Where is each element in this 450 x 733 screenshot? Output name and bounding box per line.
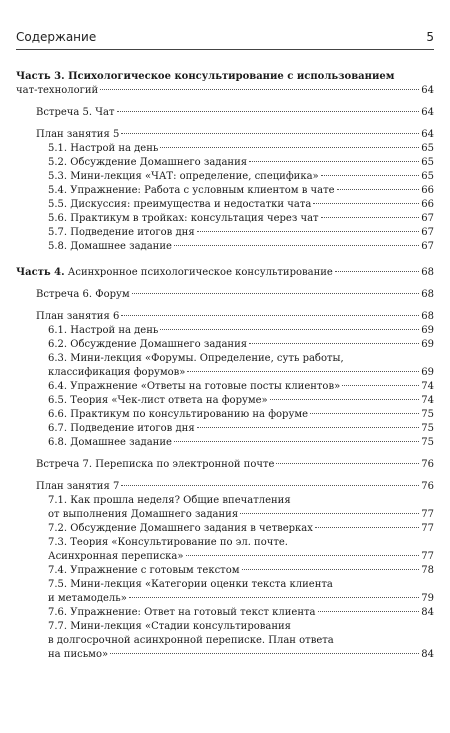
toc-plan-7[interactable] [16,480,434,494]
item-label-line2: классификация форумов» [48,367,186,378]
item-page: 74 [421,381,434,392]
header-rule [16,49,434,50]
toc-item-6-7[interactable] [16,422,434,436]
page-number: 5 [426,30,434,44]
item-page: 66 [421,185,434,196]
leader-dots [129,597,419,598]
item-label: 6.8. Домашнее задание [48,437,172,448]
item-label-line1: 7.5. Мини-лекция «Категории оценки текста клиента [48,579,333,590]
leader-dots [174,245,419,246]
leader-dots [110,653,419,654]
item-label: 5.2. Обсуждение Домашнего задания [48,157,248,168]
part-3-prefix: Часть 3. [16,71,65,82]
item-label: 6.4. Упражнение «Ответы на готовые посты клиентов» [48,381,341,392]
leader-dots [160,329,419,330]
leader-dots [276,463,419,464]
part-4-title: Асинхронное психологическое консультирование [64,267,333,278]
leader-dots [249,343,419,344]
meeting-7-label: Встреча 7. Переписка по электронной почте [36,459,275,470]
leader-dots [197,231,420,232]
item-label: 6.1. Настрой на день [48,325,159,336]
item-page: 67 [421,213,434,224]
toc-item-5-1[interactable] [16,142,434,156]
item-label-line2: в долгосрочной асинхронной переписке. План ответа [48,635,334,646]
toc-item-5-4[interactable] [16,184,434,198]
toc-item-7-1[interactable] [16,494,434,522]
table-of-contents [16,70,434,662]
toc-item-5-2[interactable] [16,156,434,170]
leader-dots [117,111,420,112]
item-label: 5.4. Упражнение: Работа с условным клиентом в чате [48,185,335,196]
item-page: 69 [421,367,434,378]
item-page: 75 [421,437,434,448]
leader-dots [121,315,419,316]
leader-dots [270,399,420,400]
item-label-line1: 6.3. Мини-лекция «Форумы. Определение, суть работы, [48,353,344,364]
toc-item-5-5[interactable] [16,198,434,212]
plan-5-page: 64 [421,129,434,140]
meeting-5-page: 64 [421,107,434,118]
leader-dots [321,217,420,218]
item-label: 5.7. Подведение итогов дня [48,227,195,238]
item-page: 69 [421,325,434,336]
leader-dots [160,147,419,148]
part-3-title-line1: Психологическое консультирование с использованием [64,71,395,82]
item-page: 67 [421,227,434,238]
part-3-title-line2: чат-технологий [16,85,99,96]
leader-dots [313,203,419,204]
item-label-line2: Асинхронная переписка» [48,551,184,562]
item-label: 5.8. Домашнее задание [48,241,172,252]
item-label: 7.6. Упражнение: Ответ на готовый текст клиента [48,607,316,618]
item-page: 78 [421,565,434,576]
item-label-line1: 7.7. Мини-лекция «Стадии консультирования [48,621,291,632]
item-page: 69 [421,339,434,350]
part-4-prefix: Часть 4. [16,267,65,278]
item-page: 65 [421,143,434,154]
leader-dots [310,413,419,414]
item-label: 5.5. Дискуссия: преимущества и недостатки чата [48,199,312,210]
item-label: 5.6. Практикум в тройках: консультация через чат [48,213,319,224]
part-4-page: 68 [421,267,434,278]
plan-6-page: 68 [421,311,434,322]
meeting-7-page: 76 [421,459,434,470]
toc-part-4[interactable] [16,266,434,280]
leader-dots [249,161,419,162]
item-label: 6.6. Практикум по консультированию на форуме [48,409,309,420]
meeting-6-page: 68 [421,289,434,300]
item-label: 6.2. Обсуждение Домашнего задания [48,339,248,350]
meeting-6-label: Встреча 6. Форум [36,289,130,300]
leader-dots [240,513,419,514]
part-3-page: 64 [421,85,434,96]
toc-item-6-8[interactable] [16,436,434,450]
toc-item-7-7[interactable] [16,620,434,662]
item-page: 75 [421,423,434,434]
item-label: 6.5. Теория «Чек-лист ответа на форуме» [48,395,268,406]
toc-meeting-5[interactable] [16,106,434,120]
item-page: 84 [421,649,434,660]
item-label: 6.7. Подведение итогов дня [48,423,195,434]
leader-dots [187,371,419,372]
toc-item-6-3[interactable] [16,352,434,380]
toc-item-5-6[interactable] [16,212,434,226]
leader-dots [197,427,420,428]
leader-dots [342,385,419,386]
toc-meeting-6[interactable] [16,288,434,302]
leader-dots [100,89,419,90]
plan-7-page: 76 [421,481,434,492]
toc-item-7-6[interactable] [16,606,434,620]
leader-dots [174,441,419,442]
plan-6-label: План занятия 6 [36,311,120,322]
item-page: 84 [421,607,434,618]
item-page: 79 [421,593,434,604]
item-page: 67 [421,241,434,252]
item-page: 66 [421,199,434,210]
toc-item-5-3[interactable] [16,170,434,184]
leader-dots [335,271,419,272]
meeting-5-label: Встреча 5. Чат [36,107,115,118]
leader-dots [315,527,419,528]
toc-meeting-7[interactable] [16,458,434,472]
toc-item-7-4[interactable] [16,564,434,578]
item-label-line2: и метамодель» [48,593,127,604]
toc-item-6-5[interactable] [16,394,434,408]
item-label-line1: 7.3. Теория «Консультирование по эл. почте. [48,537,288,548]
leader-dots [337,189,420,190]
item-label-line2: от выполнения Домашнего задания [48,509,239,520]
toc-part-3[interactable] [16,70,434,98]
item-page: 75 [421,409,434,420]
item-label: 7.4. Упражнение с готовым текстом [48,565,240,576]
toc-item-5-8[interactable] [16,240,434,254]
leader-dots [321,175,420,176]
plan-7-label: План занятия 7 [36,481,120,492]
toc-plan-5[interactable] [16,128,434,142]
item-page: 65 [421,157,434,168]
running-head [16,30,434,50]
toc-item-7-2[interactable] [16,522,434,536]
item-label: 5.3. Мини-лекция «ЧАТ: определение, специфика» [48,171,319,182]
item-label: 5.1. Настрой на день [48,143,159,154]
item-label-line1: 7.1. Как прошла неделя? Общие впечатления [48,495,291,506]
leader-dots [121,485,419,486]
plan-5-label: План занятия 5 [36,129,120,140]
toc-item-6-4[interactable] [16,380,434,394]
toc-item-6-1[interactable] [16,324,434,338]
toc-item-5-7[interactable] [16,226,434,240]
item-page: 65 [421,171,434,182]
item-label-line3: на письмо» [48,649,109,660]
toc-item-6-2[interactable] [16,338,434,352]
toc-item-6-6[interactable] [16,408,434,422]
item-page: 77 [421,551,434,562]
running-head-title: Содержание [16,30,97,44]
toc-item-7-3[interactable] [16,536,434,564]
toc-item-7-5[interactable] [16,578,434,606]
leader-dots [121,133,419,134]
item-page: 77 [421,509,434,520]
toc-plan-6[interactable] [16,310,434,324]
item-page: 74 [421,395,434,406]
leader-dots [186,555,420,556]
item-label: 7.2. Обсуждение Домашнего задания в четверках [48,523,313,534]
leader-dots [242,569,420,570]
leader-dots [318,611,420,612]
item-page: 77 [421,523,434,534]
leader-dots [132,293,420,294]
